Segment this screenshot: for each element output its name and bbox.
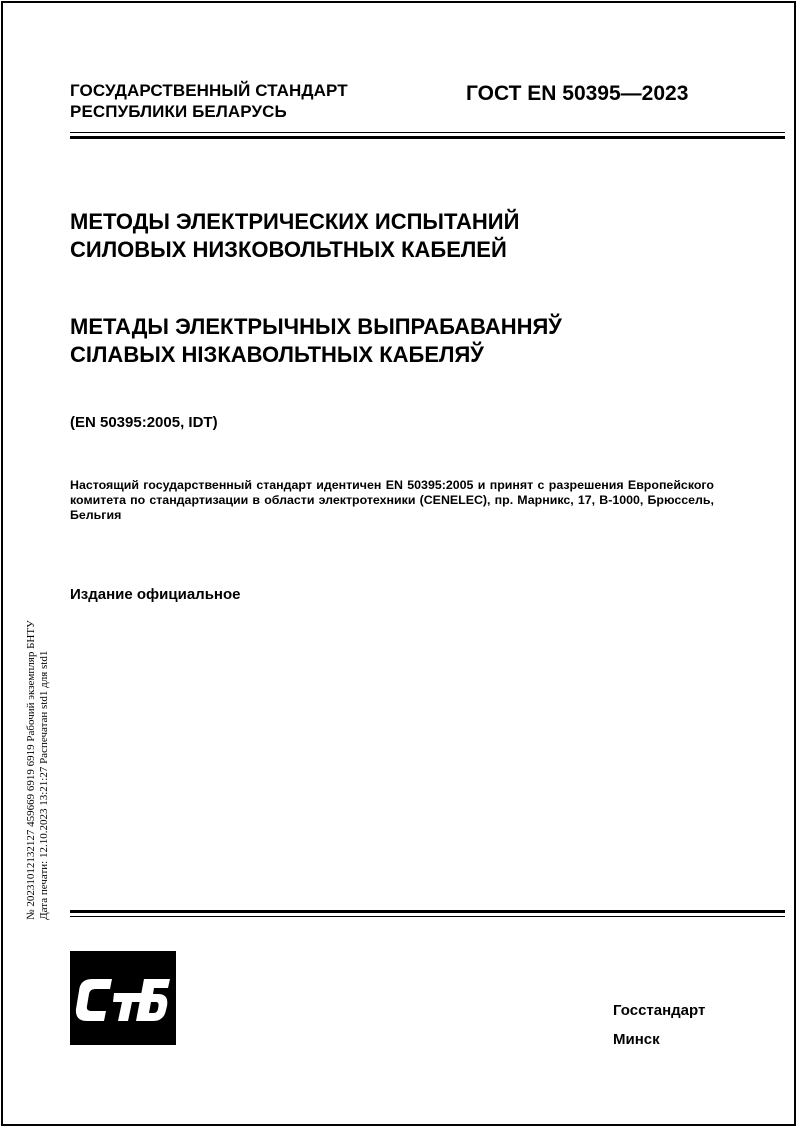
stb-logo-icon <box>70 951 176 1045</box>
print-stamp <box>25 620 51 920</box>
print-stamp-line-2: Дата печати: 12.10.2023 13:21:27 Распечатан std1 для std1 <box>38 650 50 920</box>
title-belarusian <box>70 313 562 369</box>
footer-rule-thin <box>70 916 785 917</box>
header-rule-thin <box>70 132 785 133</box>
issuer-line-2: РЕСПУБЛИКИ БЕЛАРУСЬ <box>70 102 287 121</box>
identity-notice: Настоящий государственный стандарт идентичен EN 50395:2005 и принят с разрешения Европейского комитета по стандартизации в области электротехники (CENELEC), пр. Марникс, 17, B-1000, Брюссель, Бельгия <box>70 478 714 522</box>
publisher-city: Минск <box>613 1031 660 1048</box>
publisher-block <box>613 996 705 1054</box>
publisher-name: Госстандарт <box>613 1002 706 1019</box>
header-rule-thick <box>70 136 785 139</box>
equivalence-reference: (EN 50395:2005, IDT) <box>70 414 218 431</box>
edition-label: Издание официальное <box>70 586 241 603</box>
title-russian <box>70 208 519 264</box>
footer-rule-thick <box>70 910 785 913</box>
standard-designation: ГОСТ EN 50395—2023 <box>466 82 689 105</box>
title-belarusian-line-2: СІЛАВЫХ НІЗКАВОЛЬТНЫХ КАБЕЛЯЎ <box>70 342 484 367</box>
title-belarusian-line-1: МЕТАДЫ ЭЛЕКТРЫЧНЫХ ВЫПРАБАВАННЯЎ <box>70 314 562 339</box>
title-russian-line-1: МЕТОДЫ ЭЛЕКТРИЧЕСКИХ ИСПЫТАНИЙ <box>70 209 520 234</box>
print-stamp-line-1: № 20231012132127 459669 6919 6919 Рабочий экземпляр БНТУ <box>25 620 37 920</box>
issuer-line-1: ГОСУДАРСТВЕННЫЙ СТАНДАРТ <box>70 81 348 100</box>
title-russian-line-2: СИЛОВЫХ НИЗКОВОЛЬТНЫХ КАБЕЛЕЙ <box>70 237 507 262</box>
issuer-block <box>70 80 348 122</box>
